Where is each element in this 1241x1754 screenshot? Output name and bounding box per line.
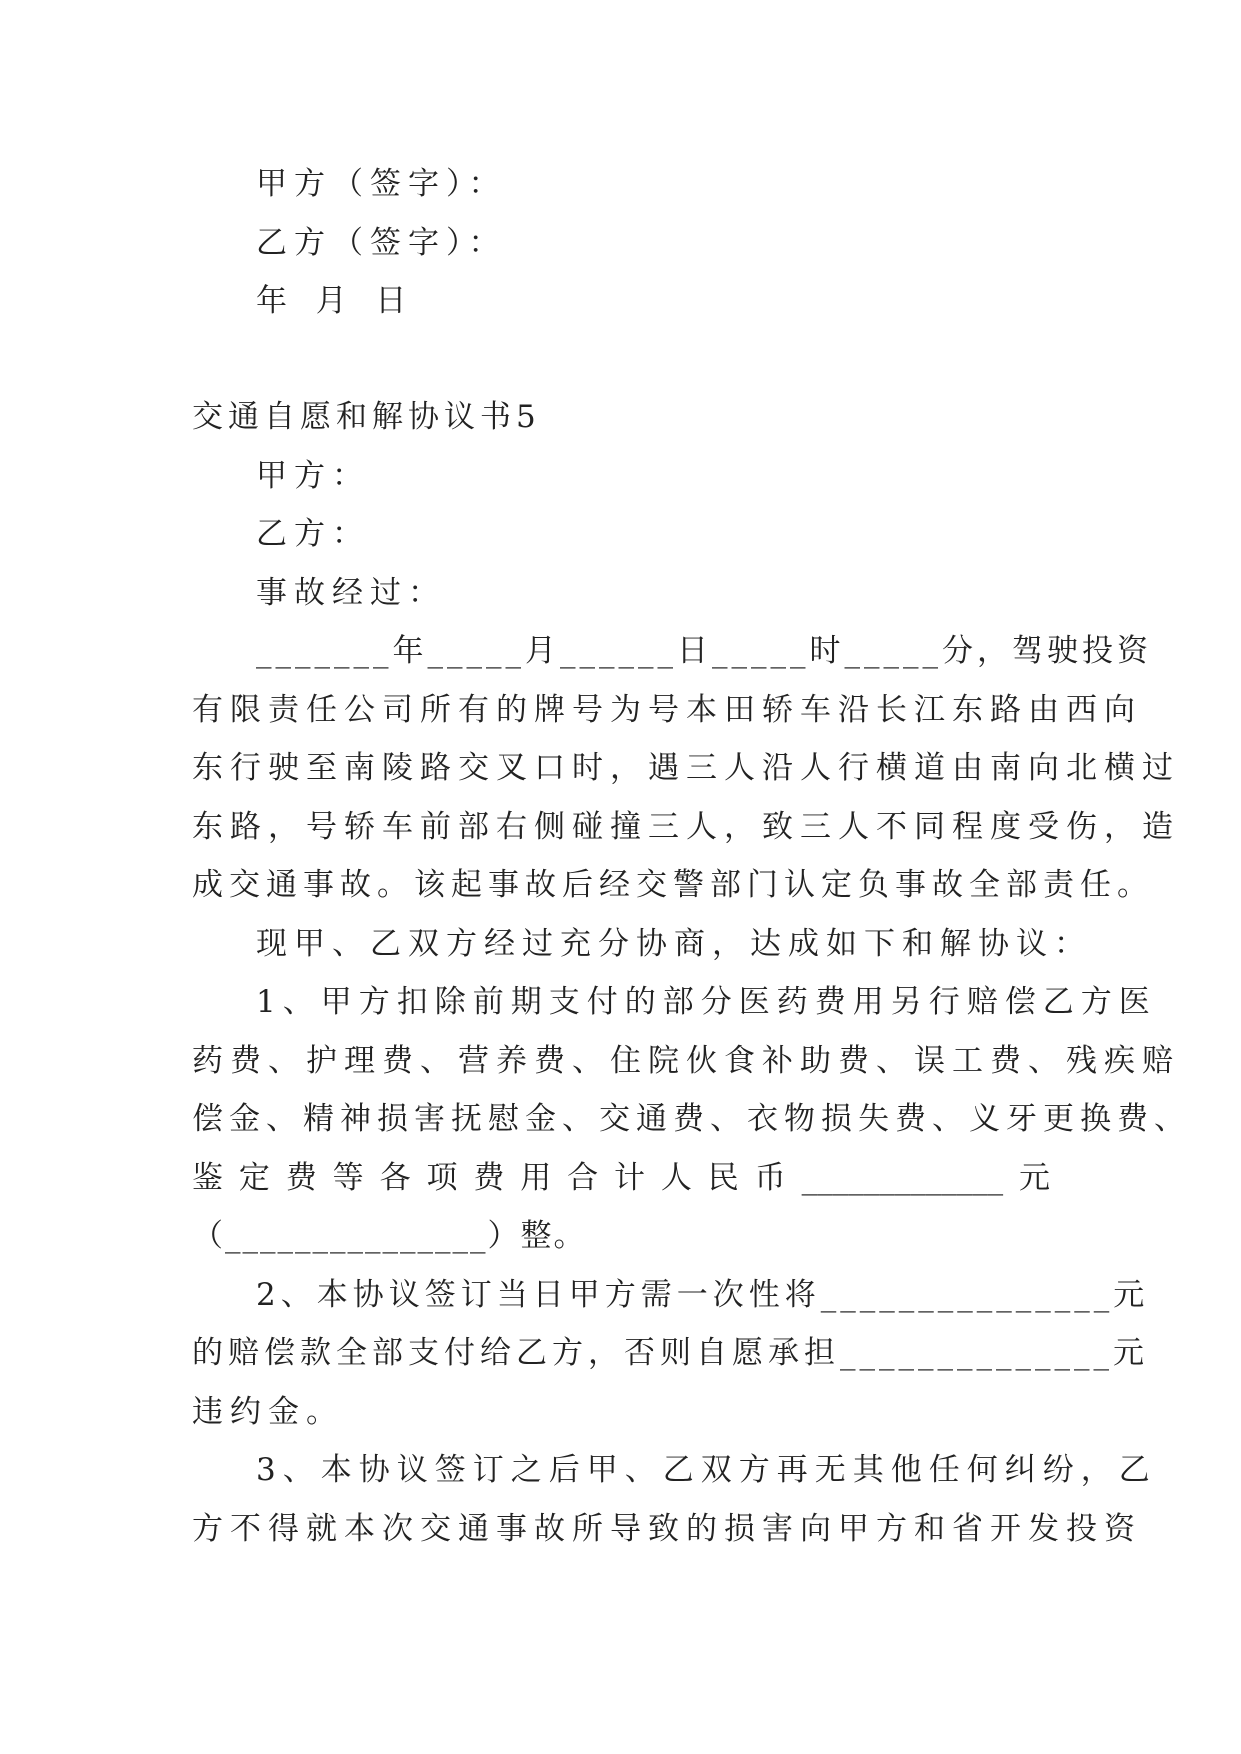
hour-blank: _____ <box>712 633 810 669</box>
clause-3-line-2: 方不得就本次交通事故所导致的损害向甲方和省开发投资 <box>192 1511 1142 1547</box>
year-unit: 年 <box>392 633 428 669</box>
clause-1-char: 等 <box>332 1160 364 1196</box>
clause-1-line-4 <box>192 1158 1050 1198</box>
clause-1-char: 人 <box>660 1160 692 1196</box>
minute-blank: _____ <box>844 633 942 669</box>
accident-time-line <box>256 631 1152 671</box>
accident-line-4: 东路，号轿车前部右侧碰撞三人，致三人不同程度受伤，造 <box>192 809 1180 845</box>
amount-unit: 元 <box>1018 1160 1050 1196</box>
clause-1-char: 用 <box>520 1160 552 1196</box>
payment-blank: _______________ <box>820 1277 1114 1313</box>
clause-2-line-2 <box>192 1333 1149 1373</box>
penalty-blank: ______________ <box>840 1335 1113 1371</box>
amount-blank: _____________ <box>801 1160 1004 1196</box>
accident-label: 事故经过： <box>256 575 446 611</box>
clause-1-line-3: 偿金、精神损害抚慰金、交通费、衣物损失费、义牙更换费、 <box>192 1101 1191 1137</box>
clause-1-char: 定 <box>238 1160 270 1196</box>
clause-2-line-1-text: 2、本协议签订当日甲方需一次性将 <box>256 1277 821 1313</box>
clause-1-char: 项 <box>426 1160 458 1196</box>
agreement-intro: 现甲、乙双方经过充分协商，达成如下和解协议： <box>256 926 1092 962</box>
clause-1-char: 费 <box>285 1160 317 1196</box>
accident-line-1-tail: 分，驾驶投资 <box>942 633 1152 669</box>
signature-party-a: 甲方（签字）： <box>256 166 507 202</box>
clause-1-line-1: 1、甲方扣除前期支付的部分医药费用另行赔偿乙方医 <box>256 984 1157 1020</box>
clause-2-line-3: 违约金。 <box>192 1394 344 1430</box>
clause-2-line-1 <box>256 1275 1149 1315</box>
signature-party-b: 乙方（签字）： <box>256 225 507 261</box>
clause-1-char: 合 <box>567 1160 599 1196</box>
hour-unit: 时 <box>809 633 845 669</box>
clause-2-line-2-text: 的赔偿款全部支付给乙方，否则自愿承担 <box>192 1335 840 1371</box>
day-unit: 日 <box>677 633 712 669</box>
clause-1-line-5: （_______________）整。 <box>192 1218 587 1254</box>
penalty-unit: 元 <box>1113 1335 1149 1371</box>
accident-line-3: 东行驶至南陵路交叉口时，遇三人沿人行横道由南向北横过 <box>192 750 1180 786</box>
clause-1-char: 币 <box>754 1160 786 1196</box>
month-blank: _____ <box>427 633 525 669</box>
payment-unit: 元 <box>1113 1277 1150 1313</box>
clause-1-char: 费 <box>473 1160 505 1196</box>
clause-1-char: 鉴 <box>192 1160 223 1196</box>
clause-1-char: 各 <box>379 1160 411 1196</box>
accident-line-2: 有限责任公司所有的牌号为号本田轿车沿长江东路由西向 <box>192 692 1142 728</box>
signature-date: 年 月 日 <box>256 283 410 319</box>
clause-3-line-1: 3、本协议签订之后甲、乙双方再无其他任何纠纷，乙 <box>256 1452 1157 1488</box>
day-blank: ______ <box>560 633 677 669</box>
accident-line-5: 成交通事故。该起事故后经交警部门认定负事故全部责任。 <box>192 867 1154 903</box>
month-unit: 月 <box>525 633 560 669</box>
clause-1-char: 计 <box>614 1160 646 1196</box>
clause-1-line-2: 药费、护理费、营养费、住院伙食补助费、误工费、残疾赔 <box>192 1043 1180 1079</box>
party-a-label: 甲方： <box>256 458 370 494</box>
year-blank: _______ <box>256 633 393 669</box>
clause-1-char: 民 <box>707 1160 739 1196</box>
section-title: 交通自愿和解协议书5 <box>192 399 541 435</box>
party-b-label: 乙方： <box>256 516 370 552</box>
